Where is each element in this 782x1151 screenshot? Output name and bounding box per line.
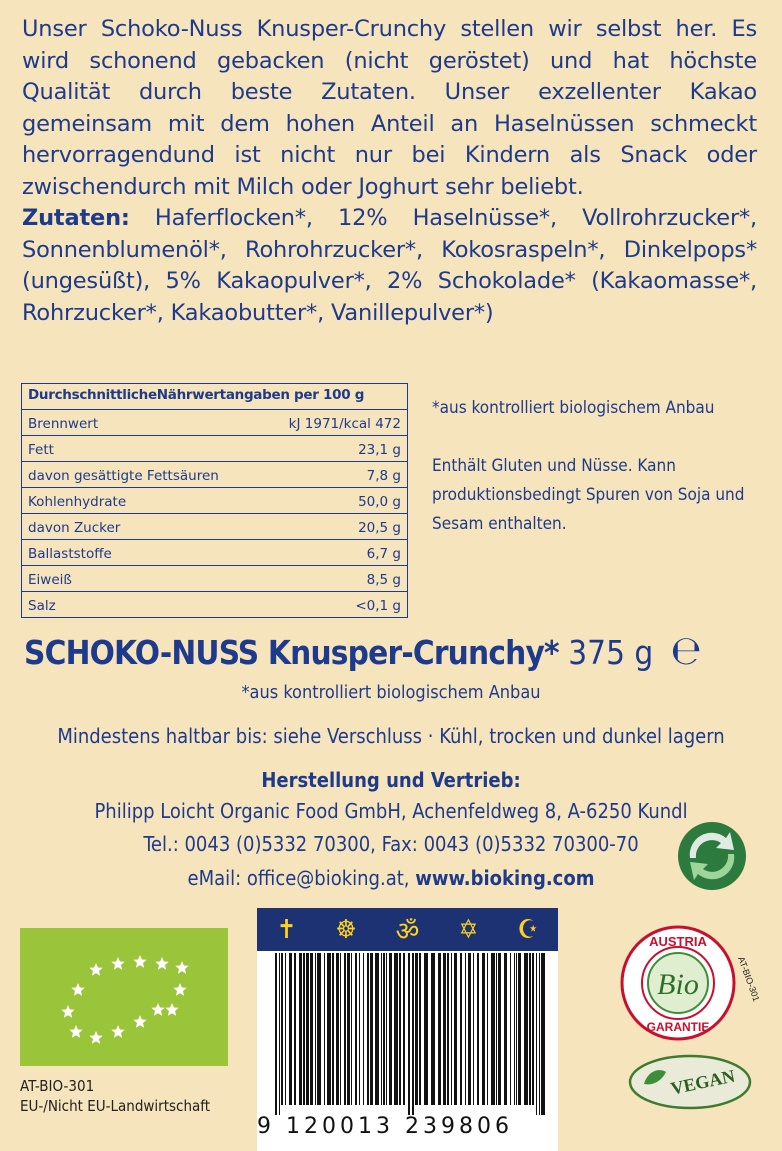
eu-star-icon [133,1015,146,1028]
maker-contact [0,866,782,890]
eu-star-icon [111,957,124,970]
barcode-bar [386,953,387,1105]
barcode-bar [473,953,474,1105]
barcode-bar [281,953,283,1105]
barcode-bar [518,953,521,1105]
religious-symbols-band [257,908,558,951]
barcode-bar [524,953,528,1105]
nutrition-value: 23,1 g [358,441,401,458]
nutrition-value: 50,0 g [358,493,401,510]
barcode-bar [336,953,339,1105]
footer-organic-note: *aus kontrolliert biologischem Anbau [241,682,541,703]
barcode-bar [399,953,401,1105]
barcode-bar [363,953,364,1105]
barcode-bar [539,953,540,1115]
eu-control-code: AT-BIO-301 [20,1077,95,1095]
maker-label: Herstellung und Vertrieb: [261,768,521,792]
eu-star-icon [165,1003,178,1016]
eu-organic-logo [20,928,228,1066]
barcode [257,908,558,1151]
barcode-bar [496,953,497,1105]
eu-star-icon [173,983,186,996]
eu-star-icon [111,1025,124,1038]
austria-badge-bottom: GARANTIE [646,1020,710,1034]
organic-note: *aus kontrolliert biologischem Anbau [432,398,715,418]
barcode-bar [327,953,331,1105]
barcode-bar [383,953,385,1105]
maker-phone: Tel.: 0043 (0)5332 70300, Fax: 0043 (0)5332 70300-70 [143,832,639,856]
barcode-bar [431,953,435,1105]
barcode-bar [294,953,296,1105]
nutrition-header: DurchschnittlicheNährwertangaben per 100 g [22,384,407,410]
barcode-bar [460,953,462,1105]
estimate-mark-icon: ℮ [670,628,701,674]
religious-symbol-icon: ॐ [395,916,420,947]
religious-symbol-icon: ✝ [276,914,297,945]
product-description [22,14,757,329]
barcode-bar [408,953,410,1115]
barcode-bar [529,953,531,1105]
nutrition-value: <0,1 g [355,597,401,614]
barcode-bar [275,953,277,1115]
eu-leaf-icon [20,928,228,1066]
barcode-bar [454,953,457,1105]
nutrition-label: Salz [28,597,56,614]
ingredients-label: Zutaten: [22,205,130,231]
maker-website[interactable]: www.bioking.com [415,866,595,890]
barcode-bar [504,953,507,1105]
barcode-bar [310,953,313,1105]
barcode-bar [403,953,405,1105]
barcode-bar [279,953,280,1115]
barcode-bar [367,953,369,1105]
eu-star-icon [175,961,188,974]
barcode-bar [359,953,360,1105]
nutrition-label: Ballaststoffe [28,545,112,562]
barcode-bar [536,953,537,1115]
religious-symbol-icon: ☸ [335,914,357,945]
austria-bio-garantie-badge [616,918,762,1048]
eu-origin: EU-/Nicht EU-Landwirtschaft [20,1097,211,1115]
storage-note: Mindestens haltbar bis: siehe Verschluss · Kühl, trocken und dunkel lagern [57,724,725,748]
nutrition-value: 20,5 g [358,519,401,536]
barcode-bar [381,953,382,1105]
barcode-bar [315,953,316,1105]
product-name: SCHOKO-NUSS Knusper-Crunchy* [24,633,559,672]
eu-star-icon [151,1003,164,1016]
eu-star-icon [89,963,102,976]
barcode-bar [324,953,325,1105]
barcode-bar [491,953,495,1105]
barcode-bar [340,953,341,1105]
barcode-bar [516,953,517,1105]
religious-symbol-icon: ☪ [517,914,539,945]
recycling-icon [676,820,748,892]
barcode-bar [465,953,466,1105]
nutrition-row [22,436,407,462]
nutrition-label: davon Zucker [28,519,121,536]
barcode-bar [451,953,452,1105]
nutrition-value: 6,7 g [366,545,401,562]
nutrition-value: 8,5 g [366,571,401,588]
barcode-bar [375,953,379,1105]
nutrition-row [22,514,407,540]
barcode-bar [394,953,398,1105]
nutrition-row [22,462,407,488]
nutrition-row [22,540,407,566]
barcode-bar [299,953,302,1105]
barcode-bar [389,953,392,1105]
eu-star-icon [133,955,146,968]
barcode-bar [532,953,534,1105]
barcode-bar [355,953,357,1105]
nutrition-label: davon gesättigte Fettsäuren [28,467,219,484]
barcode-bar [487,953,488,1105]
barcode-bar [289,953,292,1105]
barcode-bar [424,953,428,1105]
barcode-bar [317,953,321,1105]
barcode-bar [468,953,471,1105]
nutrition-value: kJ 1971/kcal 472 [288,415,401,432]
product-weight: 375 g [568,633,654,672]
barcode-bar [477,953,479,1105]
nutrition-label: Eiweiß [28,571,72,588]
nutrition-table [21,383,408,618]
barcode-bar [303,953,305,1105]
vegan-label: VEGAN [668,1065,737,1099]
barcode-number: 9 120013 239806 [257,1114,513,1139]
eu-star-icon [69,1025,82,1038]
barcode-bar [447,953,449,1105]
eu-organic-text [20,1076,210,1116]
maker-email[interactable]: eMail: office@bioking.at, [187,866,410,890]
eu-star-icon [89,1031,102,1044]
barcode-bar [344,953,346,1105]
nutrition-row [22,592,407,617]
nutrition-row [22,410,407,436]
nutrition-row [22,488,407,514]
nutrition-value: 7,8 g [366,467,401,484]
austria-badge-bio: Bio [657,968,699,1001]
eu-star-icon [71,983,84,996]
austria-badge-top: AUSTRIA [649,934,707,949]
barcode-bar [438,953,441,1105]
description-text: Unser Schoko-Nuss Knusper-Crunchy stellen wir selbst her. Es wird schonend gebacken (nicht geröstet) und hat höchste Qualität durch beste Zutaten. Unser exzellenter Kakao gemeinsam mit dem hohen Anteil an Haselnüssen schmeckt hervorragendund ist nicht nur bei Kindern als Snack oder zwischendurch mit Milch oder Joghurt sehr beliebt. [22,16,757,200]
barcode-bar [498,953,501,1105]
barcode-bar [415,953,418,1105]
product-title [24,628,701,674]
barcode-bar [370,953,373,1105]
barcode-bar [347,953,350,1105]
barcode-bar [285,953,286,1105]
barcode-bar [514,953,515,1105]
maker-address: Philipp Loicht Organic Food GmbH, Achenfeldweg 8, A-6250 Kundl [94,799,688,823]
barcode-bar [306,953,309,1105]
barcode-bar [351,953,352,1105]
eu-star-icon [61,1005,74,1018]
barcode-bar [482,953,485,1105]
barcode-bar [332,953,334,1105]
eu-star-icon [155,957,168,970]
religious-symbol-icon: ✡ [458,914,479,945]
nutrition-label: Kohlenhydrate [28,493,127,510]
nutrition-row [22,566,407,592]
nutrition-label: Fett [28,441,54,458]
ingredients-text: Haferflocken*, 12% Haselnüsse*, Vollrohrzucker*, Sonnenblumenöl*, Rohrohrzucker*, Kokosraspeln*, Dinkelpops* (ungesüßt), 5% Kakaopulver*, 2% Schokolade* (Kakaomasse*, Rohrzucker*, Kakaobutter*, Vanillepulver*) [22,205,757,326]
barcode-bar [412,953,414,1115]
allergen-note: Enthält Gluten und Nüsse. Kann produktionsbedingt Spuren von Soja und Sesam enthalten. [432,456,745,534]
austria-badge-code: AT-BIO-301 [736,955,762,1003]
barcode-bar [419,953,421,1105]
barcode-bar [510,953,511,1105]
barcode-bar [541,953,545,1115]
nutrition-label: Brennwert [28,415,99,432]
vegan-badge [626,1052,754,1112]
barcode-bar [443,953,446,1105]
